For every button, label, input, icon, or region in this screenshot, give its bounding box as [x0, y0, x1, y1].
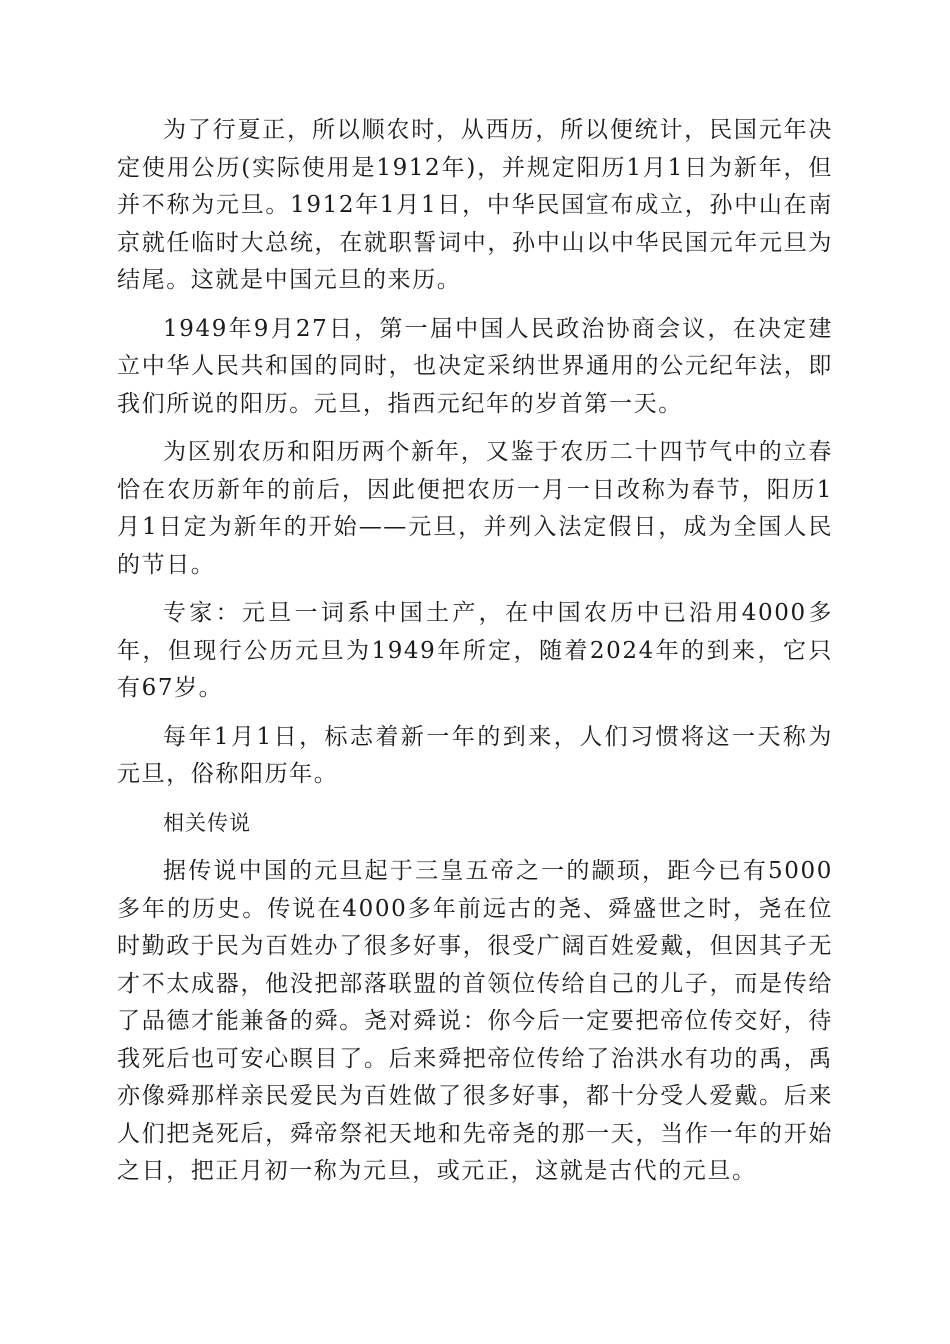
- paragraph-1949-decision: 1949年9月27日，第一届中国人民政治协商会议，在决定建立中华人民共和国的同时，也决定采纳世界通用的公元纪年法，即我们所说的阳历。元旦，指西元纪年的岁首第一天。: [117, 315, 833, 417]
- paragraph-origin-republic: 为了行夏正，所以顺农时，从西历，所以便统计，民国元年决定使用公历(实际使用是1912年)，并规定阳历1月1日为新年，但并不称为元旦。1912年1月1日，中华民国宣布成立，孙中山在南京就任临时大总统，在就职誓词中，孙中山以中华民国元年元旦为结尾。这就是中国元旦的来历。: [117, 117, 833, 293]
- section-heading: 相关传说: [163, 810, 251, 835]
- paragraph-legend: 据传说中国的元旦起于三皇五帝之一的颛顼，距今已有5000多年的历史。传说在4000多年前远古的尧、舜盛世之时，尧在位时勤政于民为百姓办了很多好事，很受广阔百姓爱戴，但因其子无才不太成器，他没把部落联盟的首领位传给自己的儿子，而是传给了品德才能兼备的舜。尧对舜说：你今后一定要把帝位传交好，待我死后也可安心瞑目了。后来舜把帝位传给了治洪水有功的禹，禹亦像舜那样亲民爱民为百姓做了很多好事，都十分受人爱戴。后来人们把尧死后，舜帝祭祀天地和先帝尧的那一天，当作一年的开始之日，把正月初一称为元旦，或元正，这就是古代的元旦。: [117, 858, 833, 1184]
- document-page: [117, 112, 833, 1202]
- paragraph-new-year-custom: 每年1月1日，标志着新一年的到来，人们习惯将这一天称为元旦，俗称阳历年。: [117, 723, 833, 787]
- paragraph-spring-festival: 为区别农历和阳历两个新年，又鉴于农历二十四节气中的立春恰在农历新年的前后，因此便把农历一月一日改称为春节，阳历1月1日定为新年的开始——元旦，并列入法定假日，成为全国人民的节日。: [117, 439, 833, 578]
- paragraph-expert: 专家：元旦一词系中国土产，在中国农历中已沿用4000多年，但现行公历元旦为1949年所定，随着2024年的到来，它只有67岁。: [117, 600, 833, 701]
